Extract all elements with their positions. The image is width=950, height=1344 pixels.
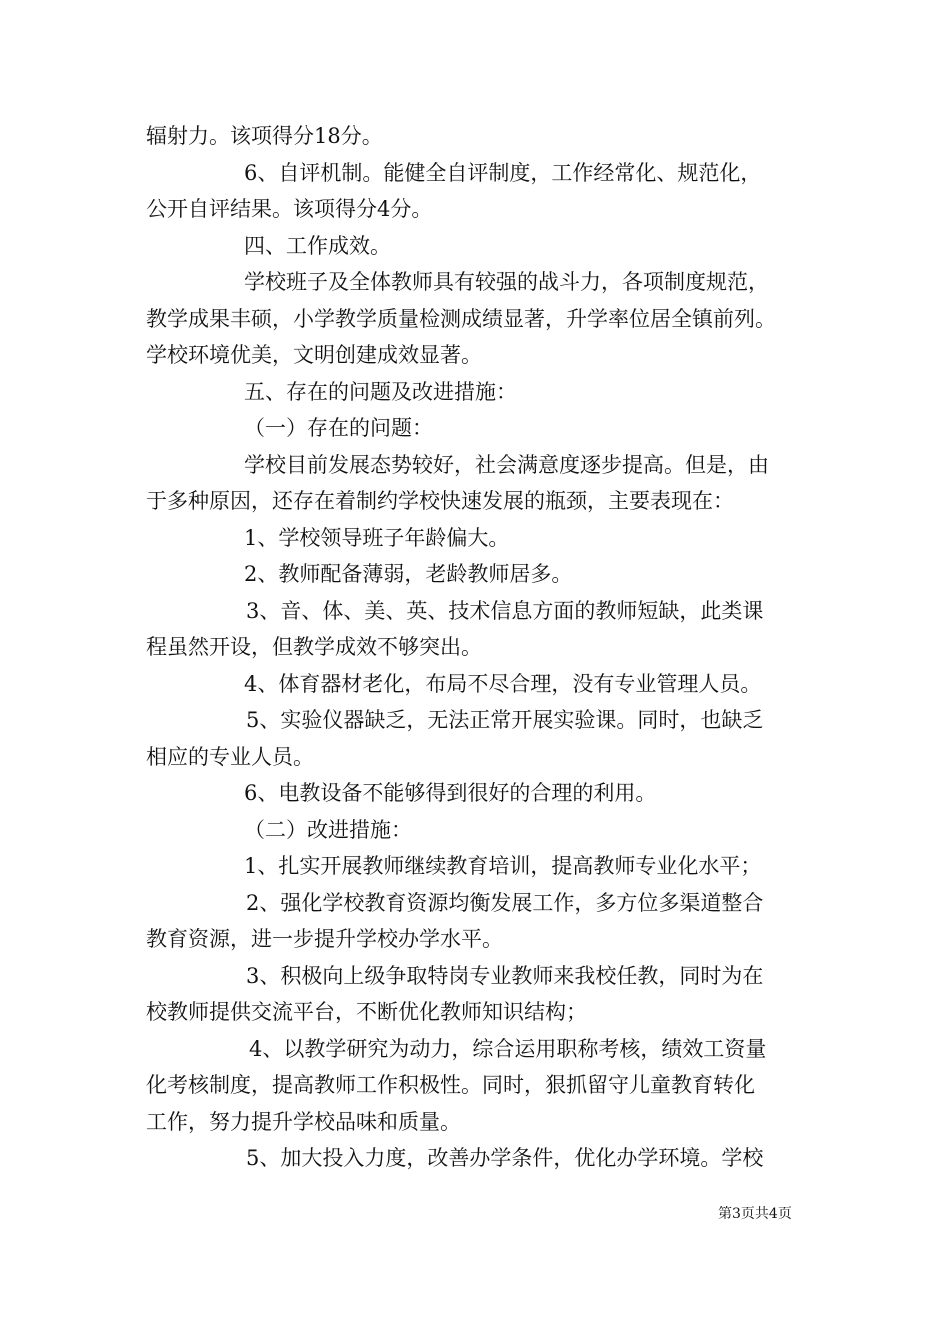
body-text bbox=[146, 118, 816, 1177]
text-line: 化考核制度，提高教师工作积极性。同时，狠抓留守儿童教育转化 bbox=[146, 1073, 755, 1097]
list-item: 1、学校领导班子年龄偏大。 bbox=[244, 525, 510, 550]
text-line: 6、自评机制。能健全自评制度，工作经常化、规范化， bbox=[244, 160, 762, 185]
list-item: 5、加大投入力度，改善办学条件，优化办学环境。学校 bbox=[246, 1146, 764, 1170]
list-item: 3、积极向上级争取特岗专业教师来我校任教，同时为在 bbox=[246, 963, 764, 988]
subsection-heading: （一）存在的问题： bbox=[244, 416, 433, 440]
section-heading: 五、存在的问题及改进措施： bbox=[244, 379, 517, 404]
list-item: 4、体育器材老化，布局不尽合理，没有专业管理人员。 bbox=[244, 671, 762, 696]
text-line: 学校环境优美，文明创建成效显著。 bbox=[146, 343, 482, 367]
section-heading: 四、工作成效。 bbox=[244, 233, 391, 258]
text-line: 于多种原因，还存在着制约学校快速发展的瓶颈，主要表现在： bbox=[146, 489, 734, 513]
text-line: 学校目前发展态势较好，社会满意度逐步提高。但是，由 bbox=[244, 452, 769, 477]
text-line: 辐射力。该项得分18分。 bbox=[146, 124, 383, 148]
subsection-heading: （二）改进措施： bbox=[244, 817, 412, 842]
list-item: 2、强化学校教育资源均衡发展工作，多方位多渠道整合 bbox=[246, 890, 764, 915]
text-line: 学校班子及全体教师具有较强的战斗力，各项制度规范， bbox=[244, 270, 769, 294]
list-item: 4、以教学研究为动力，综合运用职称考核，绩效工资量 bbox=[249, 1036, 767, 1061]
page-number-footer: 第3页共4页 bbox=[718, 1206, 792, 1222]
list-item: 5、实验仪器缺乏，无法正常开展实验课。同时，也缺乏 bbox=[246, 708, 764, 732]
list-item: 2、教师配备薄弱，老龄教师居多。 bbox=[244, 562, 573, 586]
list-item: 6、电教设备不能够得到很好的合理的利用。 bbox=[244, 781, 657, 805]
text-line: 程虽然开设，但教学成效不够突出。 bbox=[146, 635, 482, 659]
text-line: 工作，努力提升学校品味和质量。 bbox=[146, 1109, 461, 1134]
text-line: 相应的专业人员。 bbox=[146, 744, 314, 769]
text-line: 公开自评结果。该项得分4分。 bbox=[146, 197, 433, 221]
text-line: 校教师提供交流平台，不断优化教师知识结构； bbox=[146, 1000, 587, 1024]
text-line: 教育资源，进一步提升学校办学水平。 bbox=[146, 927, 503, 951]
list-item: 1、扎实开展教师继续教育培训，提高教师专业化水平； bbox=[244, 854, 762, 878]
list-item: 3、音、体、美、英、技术信息方面的教师短缺，此类课 bbox=[246, 598, 764, 623]
text-line: 教学成果丰硕，小学教学质量检测成绩显著，升学率位居全镇前列。 bbox=[146, 306, 776, 331]
